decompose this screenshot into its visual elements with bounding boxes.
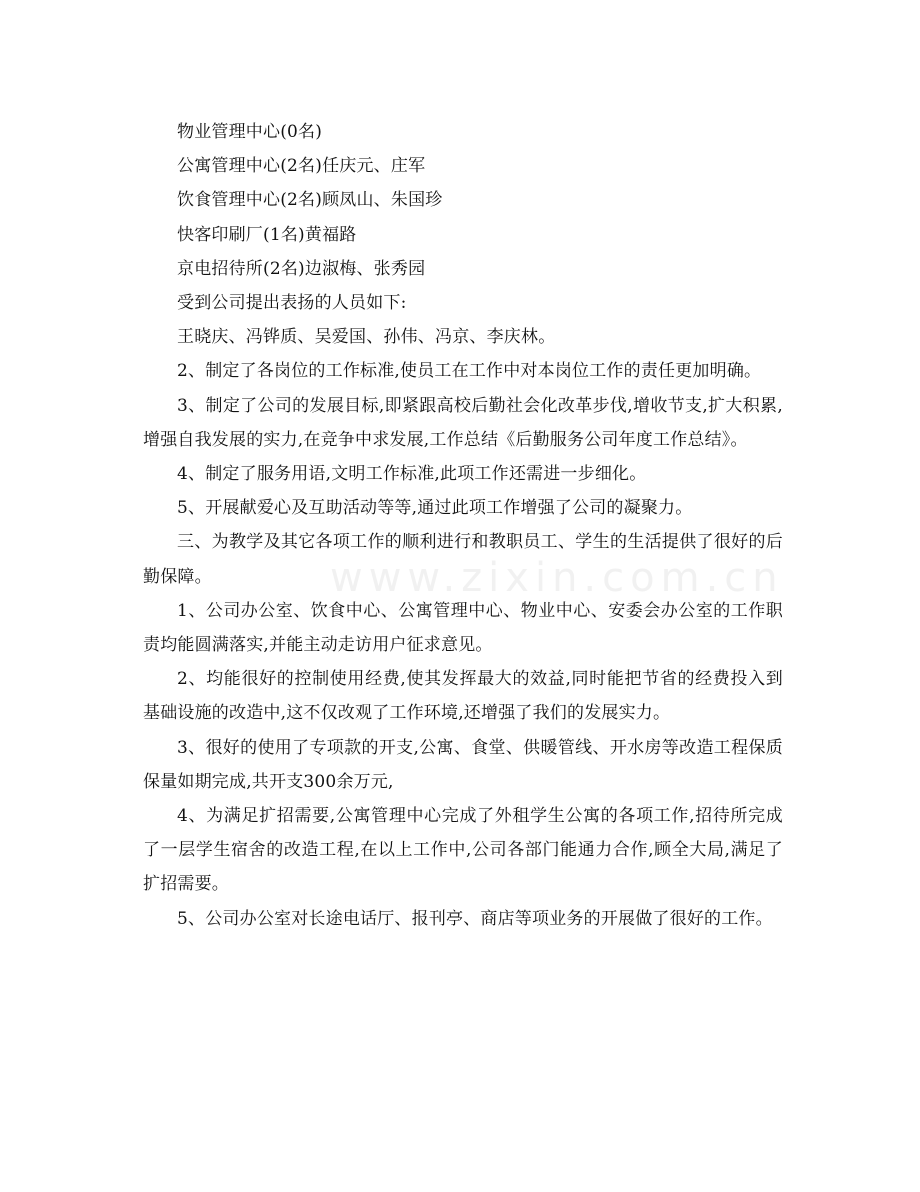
paragraph: 3、制定了公司的发展目标,即紧跟高校后勤社会化改革步伐,增收节支,扩大积累,增强自我发展的实力,在竞争中求发展,工作总结《后勤服务公司年度工作总结》。 (143, 395, 783, 450)
paragraph: 3、很好的使用了专项款的开支,公寓、食堂、供暖管线、开水房等改造工程保质保量如期完成,共开支300余万元, (143, 737, 783, 792)
paragraph: 公寓管理中心(2名)任庆元、庄军 (177, 156, 426, 177)
paragraph: 受到公司提出表扬的人员如下: (177, 293, 407, 314)
paragraph: 2、制定了各岗位的工作标准,使员工在工作中对本岗位工作的责任更加明确。 (177, 361, 762, 382)
paragraph: 5、公司办公室对长途电话厅、报刊亭、商店等项业务的开展做了很好的工作。 (177, 908, 773, 929)
document-body (143, 115, 783, 936)
paragraph: 5、开展献爱心及互助活动等等,通过此项工作增强了公司的凝聚力。 (177, 498, 693, 519)
paragraph: 饮食管理中心(2名)顾凤山、朱国珍 (177, 190, 443, 211)
paragraph: 2、均能很好的控制使用经费,使其发挥最大的效益,同时能把节省的经费投入到基础设施的改造中,这不仅改观了工作环境,还增强了我们的发展实力。 (143, 669, 783, 724)
paragraph: 物业管理中心(0名) (177, 122, 323, 142)
paragraph: 4、制定了服务用语,文明工作标准,此项工作还需进一步细化。 (177, 464, 647, 485)
paragraph: 王晓庆、冯铧质、吴爱国、孙伟、冯京、李庆林。 (177, 327, 556, 348)
paragraph: 4、为满足扩招需要,公寓管理中心完成了外租学生公寓的各项工作,招待所完成了一层学生宿舍的改造工程,在以上工作中,公司各部门能通力合作,顾全大局,满足了扩招需要。 (143, 806, 783, 895)
watermark: www.zixin.com.cn (330, 555, 784, 601)
paragraph: 1、公司办公室、饮食中心、公寓管理中心、物业中心、安委会办公室的工作职责均能圆满落实,并能主动走访用户征求意见。 (143, 600, 783, 656)
paragraph: 三、为教学及其它各项工作的顺利进行和教职员工、学生的生活提供了很好的后勤保障。 (143, 532, 783, 587)
paragraph: 快客印刷厂(1名)黄福路 (177, 224, 357, 245)
paragraph: 京电招待所(2名)边淑梅、张秀园 (177, 258, 426, 279)
